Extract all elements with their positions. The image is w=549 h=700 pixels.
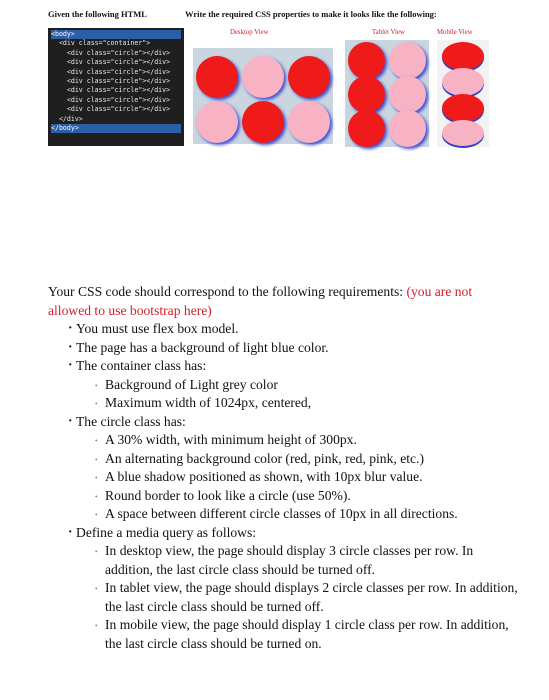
code-line: <div class="circle"></div> [51,48,171,57]
circle [196,56,238,98]
requirements [48,283,518,653]
mobile-view-label: Mobile View [437,29,473,36]
requirements-intro: Your CSS code should correspond to the following requirements: (you are not allowed to use bootstrap here) [48,284,473,318]
circle [389,76,426,113]
requirement-background: · The page has a background of light blue color. [48,339,518,358]
media-item: • In desktop view, the page should display 3 circle classes per row. In addition, the last circle class should be turned off. [48,542,518,579]
circle-item: • A space between different circle classes of 10px in all directions. [48,505,518,524]
code-line: </body> [51,124,181,133]
requirement-container: · The container class has: [48,357,518,376]
container-item: • Background of Light grey color [48,376,518,395]
circle-item: • An alternating background color (red, pink, red, pink, etc.) [48,450,518,469]
circle-item: • A 30% width, with minimum height of 300px. [48,431,518,450]
circle [348,42,385,79]
code-panel [48,28,184,146]
circle [196,101,238,143]
tablet-preview [345,40,429,147]
requirement-media: · Define a media query as follows: [48,524,518,543]
circle [288,101,330,143]
code-line: <div class="circle"></div> [51,67,171,76]
circle [242,101,284,143]
circle [442,94,484,122]
media-item: • In tablet view, the page should displays 2 circle classes per row. In addition, the last circle class should be turned off. [48,579,518,616]
code-line: <body> [51,30,181,39]
circle [348,76,385,113]
mobile-preview [437,40,489,147]
circle [288,56,330,98]
code-line: <div class="circle"></div> [51,86,171,95]
circle [389,110,426,147]
desktop-view-label: Desktop View [230,29,269,36]
circle [442,68,484,96]
header-given: Given the following HTML [48,9,147,19]
container-item: • Maximum width of 1024px, centered, [48,394,518,413]
circle [442,42,484,70]
desktop-preview [193,48,333,144]
circle-item: • Round border to look like a circle (use 50%). [48,487,518,506]
requirement-flex: · You must use flex box model. [48,320,518,339]
code-line: <div class="circle"></div> [51,77,171,86]
circle [389,42,426,79]
circle [242,56,284,98]
code-line: <div class="circle"></div> [51,58,171,67]
code-line: <div class="container"> [51,39,151,48]
code-line: <div class="circle"></div> [51,95,171,104]
code-line: <div class="circle"></div> [51,105,171,114]
circle [348,110,385,147]
circle-item: • A blue shadow positioned as shown, with 10px blur value. [48,468,518,487]
code-line: </div> [51,114,83,123]
tablet-view-label: Tablet View [372,29,405,36]
requirement-circle: · The circle class has: [48,413,518,432]
header-instruction: Write the required CSS properties to make it looks like the following: [185,9,437,19]
circle [442,120,484,146]
media-item: • In mobile view, the page should display 1 circle class per row. In addition, the last circle class should be turned on. [48,616,518,653]
